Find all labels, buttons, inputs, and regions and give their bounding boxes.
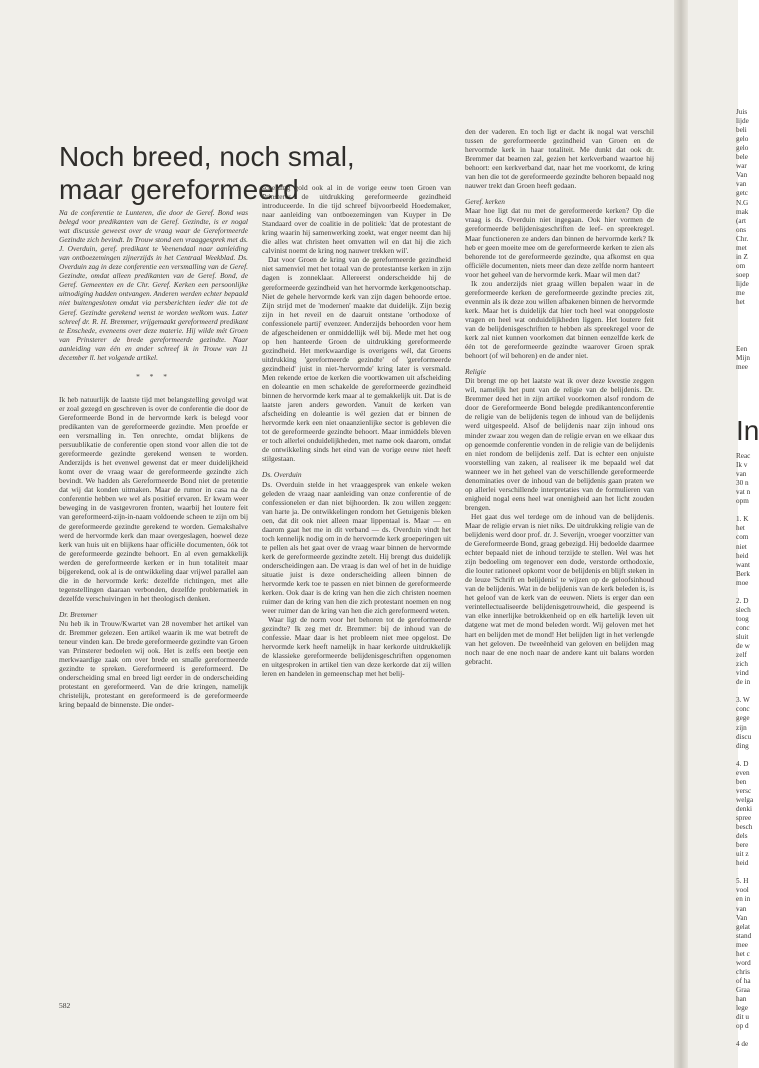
right-page-line: zelf [736,651,747,660]
right-page-line: lijde [736,117,749,126]
right-page-line: Chr. [736,234,749,243]
right-page-line: het [736,298,745,307]
right-page-line: 1. K [736,515,749,524]
right-page-line: Berk [736,569,750,578]
column-1 [59,208,248,709]
right-page-line: slech [736,605,751,614]
paragraph: Het gaat dus wel terdege om de inhoud van de belijdenis. Maar de religie ervan is niet niks. De uitdrukking religie van de belijdenis werd door prof. dr. J. Severijn, vroeger voorzitter van de Gereformeerde Bond, graag gebezigd. Hij bedoelde daarmee echter bepaald niet de inhoud terzijde te stellen. Wel was het zijn bedoeling om tegenover een dode, verstorde orthodoxie, die louter rationeel opkomt voor de belijdenis en blijft steken in de leuze 'Schrift en belijdenis' te wijzen op de geloofsinhoud van de belijdenis. Wat in de belijdenis van de kerk beleden is, is het geloof van de kerk van de eeuwen. Niets is erger dan een verintellectualiseerde belijdenisgetrouwheid, die gespeend is van elke innerlijke betrokkenheid op en elk hartelijk leven uit datgene wat met de mond beleden wordt. Wij geloven met het hart en belijden met de mond! Het belijden ligt in het verlengde van het geloven. De tweeënheid van geloven en belijden mag noch naar de ene noch naar de andere kant uit balans worden gebracht. [465,511,654,666]
subheading-kerken: Geref. kerken [465,197,505,207]
right-page-line: Ik v [736,461,748,470]
right-page-line: Van [736,913,748,922]
right-page-line: stand [736,931,752,940]
right-page-line: heid [736,859,749,868]
right-page-line: niet [736,542,747,551]
paragraph: Ik zou anderzijds niet graag willen bepalen waar in de gereformeerde kerken de gereformeerde gezindte precies zit, evenmin als ik deze zou willen afbakenen binnen de hervormde kerk. Maar het is duidelijk dat hier toch heel wat onopgeloste vragen en heel wat onduidelijkheden liggen. Het loutere feit van de belijdenisgeschriften te hebben als spreekregel voor de kerk zal niet kunnen voorkomen dat binnen eenzelfde kerk de één tot de gereformeerde gezindte waarover Groen sprak behoort (of wil behoren) en de ander niet. [465,278,654,361]
right-page-line: gelat [736,922,750,931]
right-page-line: dit u [736,1013,749,1022]
article-intro: Na de conferentie te Lunteren, die door de Geref. Bond was belegd voor predikanten van de Geref. Gezindte, is er nogal wat discussie geweest over de vraag waar de Gereformeerde Gezindte zich bevindt. In Trouw stond een vraaggesprek met ds. J. Overduin, geref. predikant te Veenendaal naar aanleiding van ontboezemingen zijnerzijds in het Centraal Weekblad. Ds. Overduin zag in deze conferentie een versmalling van de Geref. Gezindte, omdat alleen predikanten van de Geref. Bond, de Geref. Gemeenten en de Chr. Geref. Kerken een persoonlijke uitnodiging hadden ontvangen. Anderen werden echter bepaald niet buitengesloten omdat via persberichten ieder die tot de Geref. Gezindte gerekend wenst te worden welkom was. Later schreef dr. R. H. Bremmer, vrijgemaakt gereformeerd predikant te Enschede, eveneens over deze materie. Hij wilde mét Groen van Prinsterer de brede gereformeerde gezindte. Naar aanleiding van één en ander schreef ik in Trouw van 11 december ll. het volgende artikel. [59,208,248,362]
right-page-line: Graa [736,985,750,994]
right-page-line: de w [736,642,750,651]
right-page-line: chris [736,967,750,976]
right-page-line: com [736,533,749,542]
right-page-line: op d [736,1022,749,1031]
right-page-line: soep [736,270,750,279]
right-page-line: uit z [736,850,749,859]
right-page-line: 4 de [736,1040,749,1049]
paragraph: Dit brengt me op het laatste wat ik over deze kwestie zeggen wil, namelijk het punt van de religie van de belijdenis. Dr. Bremmer deed het in zijn artikel voorkomen alsof rondom de door de Gereformeerde Bond belegde predikantenconferentie de religie van de belijdenis tegen de inhoud van de belijdenis werd uitgespeeld. Alsof de belijdenis naar zijn inhoud ons minder zwaar zou wegen dan de religie ervan en we elkaar dus op genoemde conferentie vonden in de religie van de belijdenis en niet rondom de belijdenis zelf. Dat is echter een onjuiste voorstelling van zaken, al realiseer ik me bepaald wel dat wanneer we in het geheel van de verschillende gereformeerde denominaties over de inhoud van de belijdenis gaan praten we op allerlei verschillende interpretaties van de formulieren van enigheid nogal eens heel wat onenigheid aan het licht zouden brengen. [465,376,654,512]
paragraph: den der vaderen. En toch ligt er dacht ik nogal wat verschil tussen de gereformeerde gezindheid van Groen en de hervormde kerk in haar totaliteit. Me dunkt dat ook dr. Bremmer dat beamen zal, gezien het kerkverband waartoe hij behoort: een kerkverband dat, naar het me voorkomt, de kring van hen die tot de gereformeerde gezindte behoren bepaald nog nauwer trekt dan Groen heeft gedaan. [465,127,654,191]
right-page-line: 3. W [736,696,750,705]
right-page-line: zijn [736,723,747,732]
right-page-heading: In [736,415,759,446]
right-page-line: van [736,180,747,189]
right-page-line: gelo [736,144,749,153]
right-page-line: sluit [736,633,749,641]
right-page-line: Juis [736,108,748,116]
right-page-line: want [736,560,750,569]
column-3 [465,127,654,666]
right-page-line: han [736,995,747,1003]
right-page-line: 4. D [736,759,749,768]
right-page-line: versc [736,786,752,795]
right-page-line: discu [736,732,752,741]
right-page-line: bele [736,153,748,162]
right-page-line: gege [736,714,750,723]
subheading-bremmer: Dr. Bremmer [59,609,98,619]
right-page-line: dels [736,832,748,841]
right-page-line: gelo [736,135,749,144]
right-page-line: Reac [736,452,751,460]
paragraph: Ds. Overduin stelde in het vraaggesprek van enkele weken geleden de vraag naar aanleiding van onze conferentie of de confessionelen er dan niet bijhoorden. Ik zou willen zeggen: van harte ja. De ontwikkelingen rondom het Getuigenis bleken oen, dat dit ook niet alleen maar lippentaal is. Maar — en daarom gaat het me in dit verband — ds. Overduin vindt het toch kennelijk nodig om in de hervormde kerk groeperingen uit te pellen als het gaat over de vraag waar binnen de hervormde kerk de gereformeerde gezindte zetelt. Hij brengt dus duidelijk onderscheidingen aan. De vraag is dan wel of het in de huidige situatie juist is deze onderscheiding alleen binnen de hervormde kerk toe te passen en niet binnen de gereformeerde kerken. Ook daar is de kring van hen die zich christen noemen ruimer dan de kring van hen die zich protestant noemen en nog weer ruimer dan de kring van hen die zich gereformeerd weten. [262,479,451,616]
right-page-line: Van [736,171,748,180]
right-page-line: of ha [736,976,751,985]
article-title-line-1: Noch breed, noch smal, [59,141,355,172]
right-page-line: Mijn [736,354,750,363]
right-page-line: (art [736,216,746,225]
right-page-line: me [736,289,745,297]
right-page-line: het [736,524,745,533]
paragraph: Dat voor Groen de kring van de gereformeerde gezindheid niet samenviel met het totaal van de protestantse kerken in zijn dagen is zonneklaar. Allereerst onderscheidde hij de gereformeerde gezindheid van het hervormde kerkgenootschap. Niet de gehele hervormde kerk van zijn dagen behoorde ertoe. Zijn strijd met de 'modernen' maakte dat duidelijk. Zijn bezig zijn in het reveil en de daaruit ontstane 'orthodoxe of confessionele partij' evenzeer. Anderzijds behoorden voor hem de afgescheidenen er onmiddellijk wél bij. Mede met het oog op hen hanteerde Groen de uitdrukking gereformeerde gezindheid. Het merkwaardige is overigens wél, dat Groens uitdrukking 'gereformeerde gezindte' of 'gereformeerde gezindheid' juist in niet-'hervormde' kring later is versmald. Men rekende ertoe de kerken die voortkwamen uit afscheiding en doleantie en men schakelde de gereformeerde gezindheid binnen de hervormde kerk maar al te gemakkelijk uit. Dat is de laatste jaren anders geworden. Vanuit de kerken van afscheiding en doleantie is wél gezien dat er binnen de hervormde kerk een niet onaanzienlijke sector is gebleven die tot de gereformeerde gezindte behoort. Maar inmiddels bleven er toch allerlei onduidelijkheden, met name ook daarom, omdat de ontwikkeling sinds het eind van de vorige eeuw niet heeft stilgestaan. [262,255,451,464]
right-page-line: beli [736,126,747,135]
right-page-line: besch [736,823,753,832]
right-page-line: ding [736,741,749,750]
right-page-line: de in [736,678,751,687]
right-page-line: mee [736,363,748,372]
article-title-line-2: maar gereformeerd [59,174,299,205]
page-fold [674,0,688,1068]
subheading-overduin: Ds. Overduin [262,470,302,480]
right-page-line: 5. H [736,877,749,886]
paragraph: Maar hoe ligt dat nu met de gereformeerde kerken? Op die vraag is ds. Overduin niet ingegaan. Ook hier vormen de gereformeerde belijdenisgeschriften de leef- en spreekregel. Maar functioneren ze anders dan binnen de hervormde kerk? Ik heb er geen moeite mee om de gereformeerde kerken te zien als behorende tot de gereformeerde gezindte, qua afkomst en qua officiële documenten, niets meer dan deze zelfde norm hanteert voor het geheel van de hervormde kerk. Maar wil men dat? [465,206,654,279]
right-page-line: toog [736,614,749,623]
right-page-line: conc [736,623,750,632]
right-page-line: vat n [736,488,751,497]
right-page-line: van [736,470,747,479]
right-page-line: Een [736,345,748,353]
right-page-line: 2. D [736,596,749,605]
right-page-line: vool [736,886,749,895]
paragraph: Waar ligt de norm voor het behoren tot de gereformeerde gezindte? Ik zeg met dr. Bremmer: bij de inhoud van de confessie. Maar daar is het probleem niet mee opgelost. De hervormde kerk heeft namelijk in haar kerkorde uitdrukkelijk de klassieke gereformeerde belijdenisgeschriften opgenomen en uitgesproken in artikel tien van deze kerkorde dat zij willen leren en handelen in gemeenschap met het belij- [262,615,451,679]
paragraph: Ik heb natuurlijk de laatste tijd met belangstelling gevolgd wat er zoal gezegd en geschreven is over de conferentie die door de Gereformeerde Bond in de hervormde kerk is belegd voor predikanten van de gereformeerde gezindte. Men proefde er een versmalling in. Ten onrechte, omdat blijkens de persuublikatie de conferentie open stond voor allen die tot de gereformeerde gezindte gerekend wensen te worden. Anderzijds is het evenwel gewenst dat er meer duidelijkheid komt over de vraag waar de gereformeerde gezindte zich bevindt. We hadden als Gereformeerde Bond niet de pretentie dat wij dat konden uitmaken. Maar de rumor in casa na de conferentie hebben we wel als positief ervaren. Er kwam weer beweging in de vastgevroren fronten, waarbij het loutere feit van gereformeerd-zijn-in-naam voldoende scheen te zijn om bij de gereformeerde gezindte gerekend te worden. Gemakshalve werd de hervormde kerk dan maar overgeslagen, hoewel deze kerk van huis uit en blijkens haar officiële documenten, óók tot de gereformeerde gezindte behoort. En al even gemakkelijk werden de gereformeerde kerken er in hun totaliteit maar bijgerekend, ook al is de ontwikkeling daar vrijwel parallel aan die in de hervormde kerk: dezelfde richtingen, met alle tegenstellingen daaraan verbonden, dezelfde problematiek in dezelfde verschuivingen in het theologisch denken. [59,394,248,603]
right-page-line: en in [736,895,751,904]
right-page-line: N.G [736,198,749,207]
right-page-line: lijde [736,279,749,288]
right-page-line: getc [736,189,748,198]
right-page-line: 30 n [736,479,749,488]
subheading-religie: Religie [465,367,486,377]
right-page-line: met [736,243,747,252]
right-page-line: spree [736,814,752,822]
right-page-line: zich [736,660,748,669]
right-page-line: denki [736,804,752,813]
right-page-line: word [736,958,751,967]
right-page [688,0,759,1068]
page-number: 582 [59,1001,71,1010]
right-page-line: om [736,261,746,270]
right-page-line: moe [736,578,749,587]
right-page-line: opm [736,497,749,506]
paragraph: scheiding gold ook al in de vorige eeuw toen Groen van Prinsterer de uitdrukking gereformeerde gezindheid introduceerde. In die tijd schreef bijvoorbeeld Hoedemaker, naar aanleiding van ontboezemingen van Kuyper in De Standaard over de coalitie in de politiek: 'dat de protestant de kring waarin hij samenwerking zoekt, wat enger neemt dan hij die alles wat christen heet omvatten wil en dat hij die zich calvinist noemt de kring nog nauwer trekken wil'. [262,183,451,256]
right-page-line: conc [736,705,750,714]
section-separator: * * * [136,371,171,381]
paragraph: Nu heb ik in Trouw/Kwartet van 28 november het artikel van dr. Bremmer gelezen. Een artikel waarin ik me wat betreft de teneur vinden kan. De brede gereformeerde gezindte van Groen van Prinsterer bedoelen wij ook. Het is zelfs een beetje een merkwaardige zaak om over brede en smalle gereformeerde gezindte te spreken. Gereformeerd is gereformeerd. De onderscheiding smal en breed ligt eerder in de onderscheiding protestant en gereformeerd. Van de drie kringen, namelijk christelijk, protestant en gereformeerd is de gereformeerde kring bepaald de binnenste. Die onder- [59,618,248,710]
right-page-line: welga [736,795,754,804]
right-page-line: war [736,162,747,171]
right-page-line: vind [736,669,749,678]
column-2 [262,183,451,679]
right-page-line: bere [736,841,749,850]
right-page-line: het c [736,949,750,958]
right-page-line: even [736,768,750,777]
right-page-line: lege [736,1004,748,1013]
right-page-line: ons [736,225,746,234]
right-page-line: ben [736,777,747,786]
right-page-line: mee [736,940,748,949]
right-page-line: in Z [736,252,748,261]
right-page-line: heid [736,551,749,560]
right-page-line: mak [736,207,749,216]
right-page-line: van [736,904,747,913]
